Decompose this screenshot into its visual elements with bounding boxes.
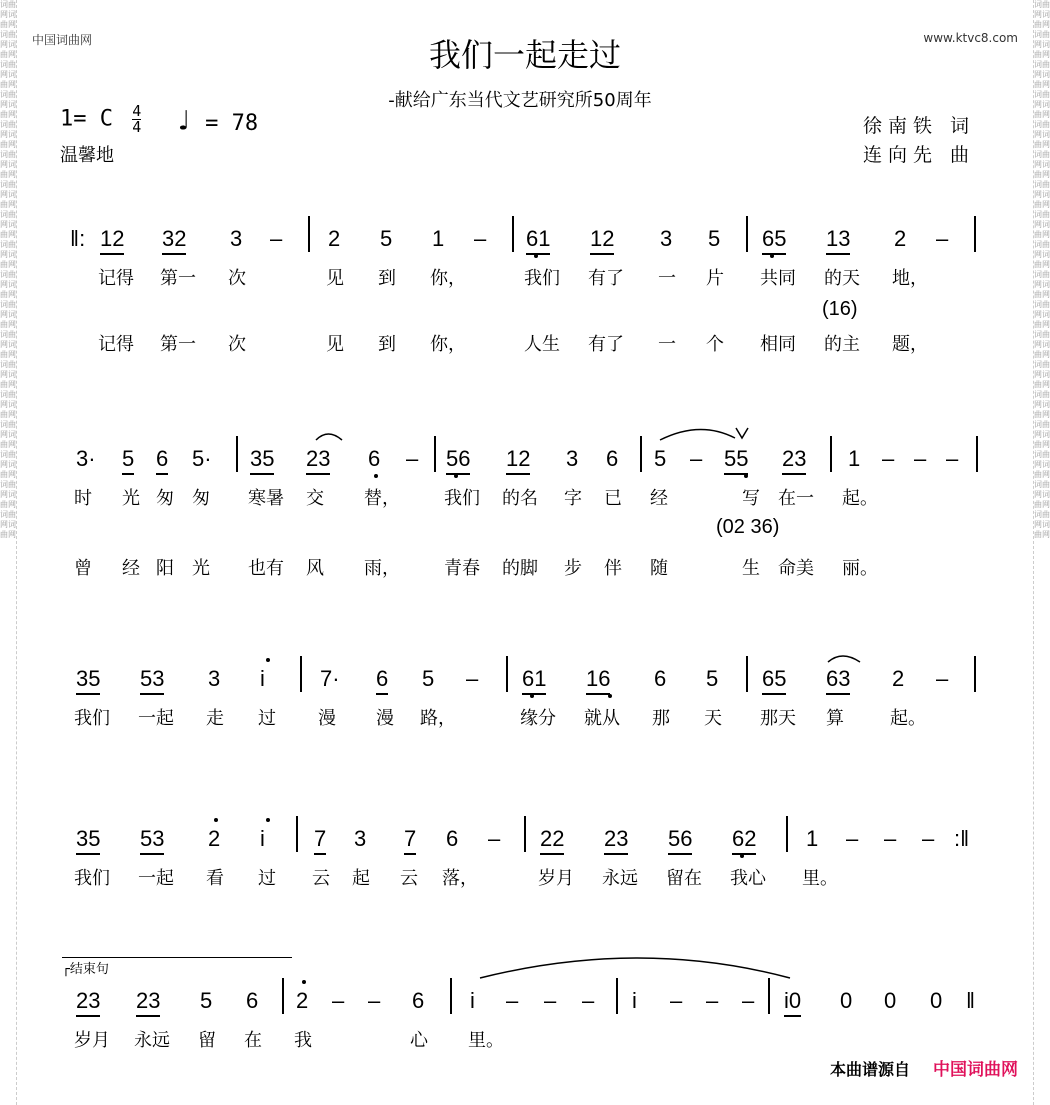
lyric-syllable: 到 <box>378 334 396 355</box>
notes-line <box>70 666 980 706</box>
note: 3· <box>76 446 96 471</box>
dash: – <box>882 446 895 471</box>
dash: – <box>270 226 283 251</box>
low-octave-dot <box>770 254 774 258</box>
footer-brand-link[interactable]: 中国词曲网 <box>933 1060 1018 1080</box>
rest: 0 <box>930 988 943 1013</box>
footer-source-label: 本曲谱源自 <box>829 1060 910 1079</box>
lyric-syllable: 就从 <box>584 708 620 729</box>
alternate-notes: (02 36) <box>716 516 780 538</box>
repeat-start: ‖: <box>70 226 86 251</box>
lyric-syllable: 在 <box>244 1030 262 1051</box>
lyric-syllable: 我们 <box>74 708 110 729</box>
lyric-syllable: 算 <box>826 708 844 729</box>
lyric-syllable: 过 <box>258 708 276 729</box>
final-barline: ‖ <box>966 988 976 1013</box>
note: 53 <box>140 826 164 855</box>
note: 3 <box>208 666 221 691</box>
note: 61 <box>522 666 546 695</box>
dash: – <box>690 446 703 471</box>
note: 5 <box>708 226 721 251</box>
song-title: 我们一起走过 <box>428 36 621 74</box>
note: 6 <box>376 666 388 695</box>
note: 35 <box>76 826 100 855</box>
left-watermark-strip: 词曲网词曲网词曲网词曲网词曲网词曲网词曲网词曲网词曲网词曲网词曲网词曲网词曲网词曲网词曲网词曲网词曲网词曲网词曲网词曲网词曲网词曲网词曲网词曲网词曲网词曲网词曲网词曲网词曲网词曲网词曲网词曲网词曲网词曲网词曲网词曲网 <box>0 0 17 1105</box>
dash: – <box>406 446 419 471</box>
lyric-syllable: 光 <box>122 488 140 509</box>
lyric-syllable: 天 <box>704 708 722 729</box>
dash: – <box>742 988 755 1013</box>
time-signature <box>132 104 141 135</box>
lyric-syllable: 的脚 <box>502 558 538 579</box>
breath-mark-icon <box>736 428 748 438</box>
note: 53 <box>140 666 164 695</box>
barline <box>746 656 748 692</box>
rest: 0 <box>884 988 897 1013</box>
lyric-syllable: 到 <box>378 268 396 289</box>
low-octave-dot <box>608 694 612 698</box>
lyric-syllable: 里。 <box>802 868 838 889</box>
note: 5· <box>192 446 212 471</box>
slur <box>660 429 735 440</box>
note: 3 <box>230 226 243 251</box>
barline <box>976 436 978 472</box>
lyric-syllable: 永远 <box>602 868 638 889</box>
note: 6 <box>412 988 425 1013</box>
lyric-syllable: 青春 <box>444 558 480 579</box>
note: 6 <box>368 446 381 471</box>
dash: – <box>884 826 897 851</box>
lyricist-credit: 徐南铁 词 <box>862 115 975 137</box>
high-octave-dot <box>302 980 306 984</box>
lyric-syllable: 阳 <box>156 558 174 579</box>
alternate-notes: (16) <box>822 298 858 320</box>
lyric-syllable: 交 <box>306 488 324 509</box>
barline <box>300 656 302 692</box>
low-octave-dot <box>530 694 534 698</box>
dash: – <box>544 988 557 1013</box>
lyric-syllable: 一 <box>658 334 676 355</box>
note: 55 <box>724 446 748 475</box>
note: 61 <box>526 226 550 255</box>
note: 6 <box>156 446 168 475</box>
note: 5 <box>706 666 719 691</box>
note: 12 <box>506 446 530 475</box>
note: 56 <box>668 826 692 855</box>
note: 6 <box>446 826 459 851</box>
site-url-watermark: www.ktvc8.com <box>923 31 1018 45</box>
lyric-syllable: 我们 <box>444 488 480 509</box>
barline <box>974 656 976 692</box>
dash: – <box>846 826 859 851</box>
tie <box>480 958 790 978</box>
note: 32 <box>162 226 186 255</box>
note: 6 <box>246 988 259 1013</box>
lyric-syllable: 次 <box>228 334 246 355</box>
barline <box>450 978 452 1014</box>
note: 1 <box>806 826 819 851</box>
lyric-syllable: 留 <box>198 1030 216 1051</box>
tempo-value: = 78 <box>205 111 259 136</box>
key-signature <box>60 104 141 135</box>
low-octave-dot <box>374 474 378 478</box>
slur <box>316 434 342 440</box>
barline <box>434 436 436 472</box>
song-subtitle: -献给广东当代文艺研究所50周年 <box>388 90 652 111</box>
note: 3 <box>660 226 673 251</box>
lyric-syllable: 我们 <box>74 868 110 889</box>
slur <box>828 656 860 662</box>
notes-line <box>70 226 980 266</box>
note: 5 <box>654 446 667 471</box>
repeat-end: :‖ <box>954 826 970 851</box>
note: 2 <box>296 988 309 1013</box>
note: 5 <box>200 988 213 1013</box>
note: 22 <box>540 826 564 855</box>
barline <box>786 816 788 852</box>
expression-marking: 温馨地 <box>60 145 114 166</box>
barline <box>768 978 770 1014</box>
notes-line <box>70 446 980 486</box>
lyric-syllable: 伴 <box>604 558 622 579</box>
low-octave-dot <box>740 854 744 858</box>
note: 16 <box>586 666 610 695</box>
lyric-syllable: 留在 <box>666 868 702 889</box>
ending-section-label: ┌结束句 <box>62 957 292 977</box>
time-top: 4 <box>132 102 142 120</box>
lyric-syllable: 你， <box>430 268 466 289</box>
low-octave-dot <box>534 254 538 258</box>
note: 12 <box>100 226 124 255</box>
high-octave-dot <box>266 658 270 662</box>
lyric-syllable: 见 <box>326 268 344 289</box>
lyric-syllable: 一起 <box>138 708 174 729</box>
low-octave-dot <box>454 474 458 478</box>
lyric-syllable: 有了 <box>588 334 624 355</box>
high-octave-dot <box>266 818 270 822</box>
high-octave-dot <box>214 818 218 822</box>
lyric-syllable: 过 <box>258 868 276 889</box>
lyric-syllable: 题， <box>892 334 928 355</box>
lyric-syllable: 岁月 <box>538 868 574 889</box>
lyric-syllable: 一 <box>658 268 676 289</box>
note: 5 <box>422 666 435 691</box>
barline <box>830 436 832 472</box>
lyric-syllable: 写 <box>742 488 760 509</box>
lyric-syllable: 次 <box>228 268 246 289</box>
note: i <box>260 826 265 851</box>
lyric-syllable: 我 <box>294 1030 312 1051</box>
note: 7 <box>314 826 326 855</box>
rest: 0 <box>840 988 853 1013</box>
note: 6 <box>654 666 667 691</box>
note: 2 <box>328 226 341 251</box>
note: 5 <box>380 226 393 251</box>
lyric-syllable: 云 <box>312 868 330 889</box>
dash: – <box>506 988 519 1013</box>
note: 2 <box>894 226 907 251</box>
lyric-syllable: 记得 <box>98 334 134 355</box>
lyric-syllable: 共同 <box>760 268 796 289</box>
lyric-syllable: 云 <box>400 868 418 889</box>
lyric-syllable: 片 <box>706 268 724 289</box>
time-bottom: 4 <box>132 118 142 136</box>
lyric-syllable: 你， <box>430 334 466 355</box>
barline <box>746 216 748 252</box>
barline <box>308 216 310 252</box>
barline <box>506 656 508 692</box>
lyric-syllable: 的名 <box>502 488 538 509</box>
note: i0 <box>784 988 801 1017</box>
note: 6 <box>606 446 619 471</box>
note: 35 <box>250 446 274 475</box>
lyric-syllable: 个 <box>706 334 724 355</box>
note: 23 <box>136 988 160 1017</box>
note: i <box>260 666 265 691</box>
barline <box>974 216 976 252</box>
quarter-note-icon: ♩ <box>175 104 192 137</box>
lyric-syllable: 落， <box>442 868 478 889</box>
lyric-syllable: 漫 <box>318 708 336 729</box>
lyric-syllable: 第一 <box>160 334 196 355</box>
notes-line <box>70 988 980 1028</box>
dash: – <box>332 988 345 1013</box>
lyric-syllable: 一起 <box>138 868 174 889</box>
lyric-syllable: 匆 <box>192 488 210 509</box>
lyric-syllable: 那天 <box>760 708 796 729</box>
note: 23 <box>306 446 330 475</box>
note: 3 <box>566 446 579 471</box>
lyric-syllable: 替， <box>364 488 400 509</box>
low-octave-dot <box>744 474 748 478</box>
lyric-syllable: 也有 <box>248 558 284 579</box>
note: 65 <box>762 226 786 255</box>
note: 12 <box>590 226 614 255</box>
lyric-syllable: 永远 <box>134 1030 170 1051</box>
lyric-syllable: 里。 <box>468 1030 504 1051</box>
note: 5 <box>122 446 134 475</box>
lyric-syllable: 我们 <box>524 268 560 289</box>
dash: – <box>670 988 683 1013</box>
lyric-syllable: 第一 <box>160 268 196 289</box>
notes-line <box>70 826 980 866</box>
lyric-syllable: 记得 <box>98 268 134 289</box>
site-name-watermark: 中国词曲网 <box>32 33 93 47</box>
lyric-syllable: 步 <box>564 558 582 579</box>
dash: – <box>368 988 381 1013</box>
note: 23 <box>782 446 806 475</box>
note: 23 <box>76 988 100 1017</box>
dash: – <box>914 446 927 471</box>
lyric-syllable: 人生 <box>524 334 560 355</box>
lyric-syllable: 丽。 <box>842 558 878 579</box>
barline <box>640 436 642 472</box>
note: 23 <box>604 826 628 855</box>
lyric-syllable: 走 <box>206 708 224 729</box>
key-text: 1= C <box>60 106 113 132</box>
note: 63 <box>826 666 850 695</box>
lyric-syllable: 漫 <box>376 708 394 729</box>
lyric-syllable: 我心 <box>730 868 766 889</box>
barline <box>616 978 618 1014</box>
dash: – <box>706 988 719 1013</box>
lyric-syllable: 见 <box>326 334 344 355</box>
note: 62 <box>732 826 756 855</box>
lyric-syllable: 寒暑 <box>248 488 284 509</box>
lyric-syllable: 路， <box>420 708 456 729</box>
right-watermark-strip: 词曲网词曲网词曲网词曲网词曲网词曲网词曲网词曲网词曲网词曲网词曲网词曲网词曲网词曲网词曲网词曲网词曲网词曲网词曲网词曲网词曲网词曲网词曲网词曲网词曲网词曲网词曲网词曲网词曲网词曲网词曲网词曲网词曲网词曲网词曲网词曲网 <box>1033 0 1050 1105</box>
dash: – <box>466 666 479 691</box>
barline <box>296 816 298 852</box>
lyric-syllable: 有了 <box>588 268 624 289</box>
note: i <box>632 988 637 1013</box>
dash: – <box>936 666 949 691</box>
note: 3 <box>354 826 367 851</box>
dash: – <box>946 446 959 471</box>
dash: – <box>582 988 595 1013</box>
lyric-syllable: 那 <box>652 708 670 729</box>
lyric-syllable: 经 <box>650 488 668 509</box>
lyric-syllable: 已 <box>604 488 622 509</box>
lyric-syllable: 生 <box>742 558 760 579</box>
lyric-syllable: 风 <box>306 558 324 579</box>
lyric-syllable: 随 <box>650 558 668 579</box>
lyric-syllable: 起。 <box>890 708 926 729</box>
lyric-syllable: 看 <box>206 868 224 889</box>
lyric-syllable: 经 <box>122 558 140 579</box>
dash: – <box>922 826 935 851</box>
note: 65 <box>762 666 786 695</box>
lyric-syllable: 时 <box>74 488 92 509</box>
lyric-syllable: 起 <box>352 868 370 889</box>
dash: – <box>936 226 949 251</box>
composer-credit: 连向先 曲 <box>862 144 975 166</box>
note: 35 <box>76 666 100 695</box>
note: 56 <box>446 446 470 475</box>
lyric-syllable: 的主 <box>824 334 860 355</box>
note: 2 <box>892 666 905 691</box>
tempo-marking <box>175 104 258 137</box>
note: 1 <box>848 446 861 471</box>
note: 13 <box>826 226 850 255</box>
note: i <box>470 988 475 1013</box>
note: 1 <box>432 226 445 251</box>
note: 7 <box>404 826 416 855</box>
lyric-syllable: 曾 <box>74 558 92 579</box>
lyric-syllable: 在一 <box>778 488 814 509</box>
lyric-syllable: 命美 <box>778 558 814 579</box>
lyric-syllable: 光 <box>192 558 210 579</box>
barline <box>512 216 514 252</box>
lyric-syllable: 相同 <box>760 334 796 355</box>
dash: – <box>474 226 487 251</box>
lyric-syllable: 心 <box>410 1030 428 1051</box>
lyric-syllable: 的天 <box>824 268 860 289</box>
lyric-syllable: 字 <box>564 488 582 509</box>
dash: – <box>488 826 501 851</box>
lyric-syllable: 地， <box>892 268 928 289</box>
note: 7· <box>320 666 340 691</box>
barline <box>282 978 284 1014</box>
lyric-syllable: 雨， <box>364 558 400 579</box>
lyric-syllable: 匆 <box>156 488 174 509</box>
note: 2 <box>208 826 221 851</box>
barline <box>236 436 238 472</box>
lyric-syllable: 缘分 <box>520 708 556 729</box>
barline <box>524 816 526 852</box>
lyric-syllable: 起。 <box>842 488 878 509</box>
lyric-syllable: 岁月 <box>74 1030 110 1051</box>
